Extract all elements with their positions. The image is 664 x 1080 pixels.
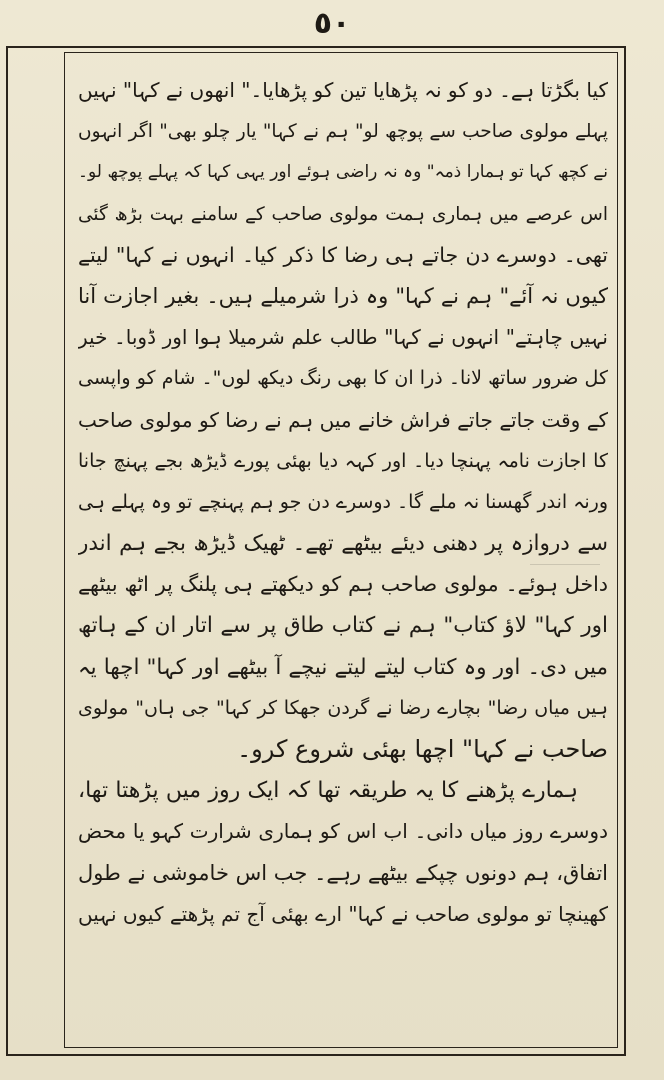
text-line: نے کچھ کہا تو ہمارا ذمہ" وہ نہ راضی ہوئے اور یہی کہا کہ پہلے پوچھ لو۔ (78, 162, 608, 183)
text-line: دوسرے روز میاں دانی۔ اب اس کو ہماری شرارت کہو یا محض (78, 819, 608, 844)
text-line: کا اجازت نامہ پہنچا دیا۔ اور کہہ دیا بھئی پورے ڈیڑھ بجے پہنچ جانا (78, 449, 608, 472)
text-line: اور کہا" لاؤ کتاب" ہم نے کتاب طاق پر سے اتار ان کے ہاتھ (78, 613, 608, 639)
text-line: اس عرصے میں ہماری ہمت مولوی صاحب کے سامنے بہت بڑھ گئی (78, 203, 608, 225)
text-line-paragraph-start: ہمارے پڑھنے کا یہ طریقہ تھا کہ ایک روز میں پڑھتا تھا، (78, 778, 578, 804)
page-number: ٥٠ (313, 6, 351, 41)
text-line: کیوں نہ آئے" ہم نے کہا" وہ ذرا شرمیلے ہیں۔ بغیر اجازت آنا (78, 283, 608, 308)
text-line: داخل ہوئے۔ مولوی صاحب ہم کو دیکھتے ہی پلنگ پر اٹھ بیٹھے (78, 572, 608, 597)
text-line: تھی۔ دوسرے دن جاتے ہی رضا کا ذکر کیا۔ انہوں نے کہا" لیتے (78, 242, 608, 267)
text-line: کل ضرور ساتھ لانا۔ ذرا ان کا بھی رنگ دیکھ لوں"۔ شام کو واپسی (78, 367, 608, 390)
text-line-paragraph-end: صاحب نے کہا" اچھا بھئی شروع کرو۔ (237, 735, 608, 763)
text-line: کھینچا تو مولوی صاحب نے کہا" ارے بھئی آج تم پڑھتے کیوں نہیں (78, 901, 608, 926)
text-line: سے دروازہ پر دھنی دیئے بیٹھے تھے۔ ٹھیک ڈیڑھ بجے ہم اندر (78, 531, 608, 557)
text-line: پہلے مولوی صاحب سے پوچھ لو" ہم نے کہا" یار چلو بھی" اگر انہوں (78, 121, 608, 143)
text-line: اتفاق، ہم دونوں چپکے بیٹھے رہے۔ جب اس خاموشی نے طول (78, 860, 608, 885)
urdu-text-body (78, 70, 608, 1044)
text-line: میں دی۔ اور وہ کتاب لیتے لیتے نیچے آ بیٹھے اور کہا" اچھا یہ (78, 654, 608, 680)
text-line: ورنہ اندر گھسنا نہ ملے گا۔ دوسرے دن جو ہم پہنچے تو وہ پہلے ہی (78, 490, 608, 513)
text-line: نہیں چاہتے" انہوں نے کہا" طالب علم شرمیلا ہوا اور ڈوبا۔ خیر (78, 325, 608, 350)
text-line: کیا بگڑتا ہے۔ دو کو نہ پڑھایا تین کو پڑھایا۔" انھوں نے کہا" نہیں (78, 78, 608, 102)
text-line: کے وقت جاتے جاتے فراش خانے میں ہم نے رضا کو مولوی صاحب (78, 407, 608, 432)
text-line: ہیں میاں رضا" بچارے رضا نے گردن جھکا کر کہا" جی ہاں" مولوی (78, 696, 608, 719)
